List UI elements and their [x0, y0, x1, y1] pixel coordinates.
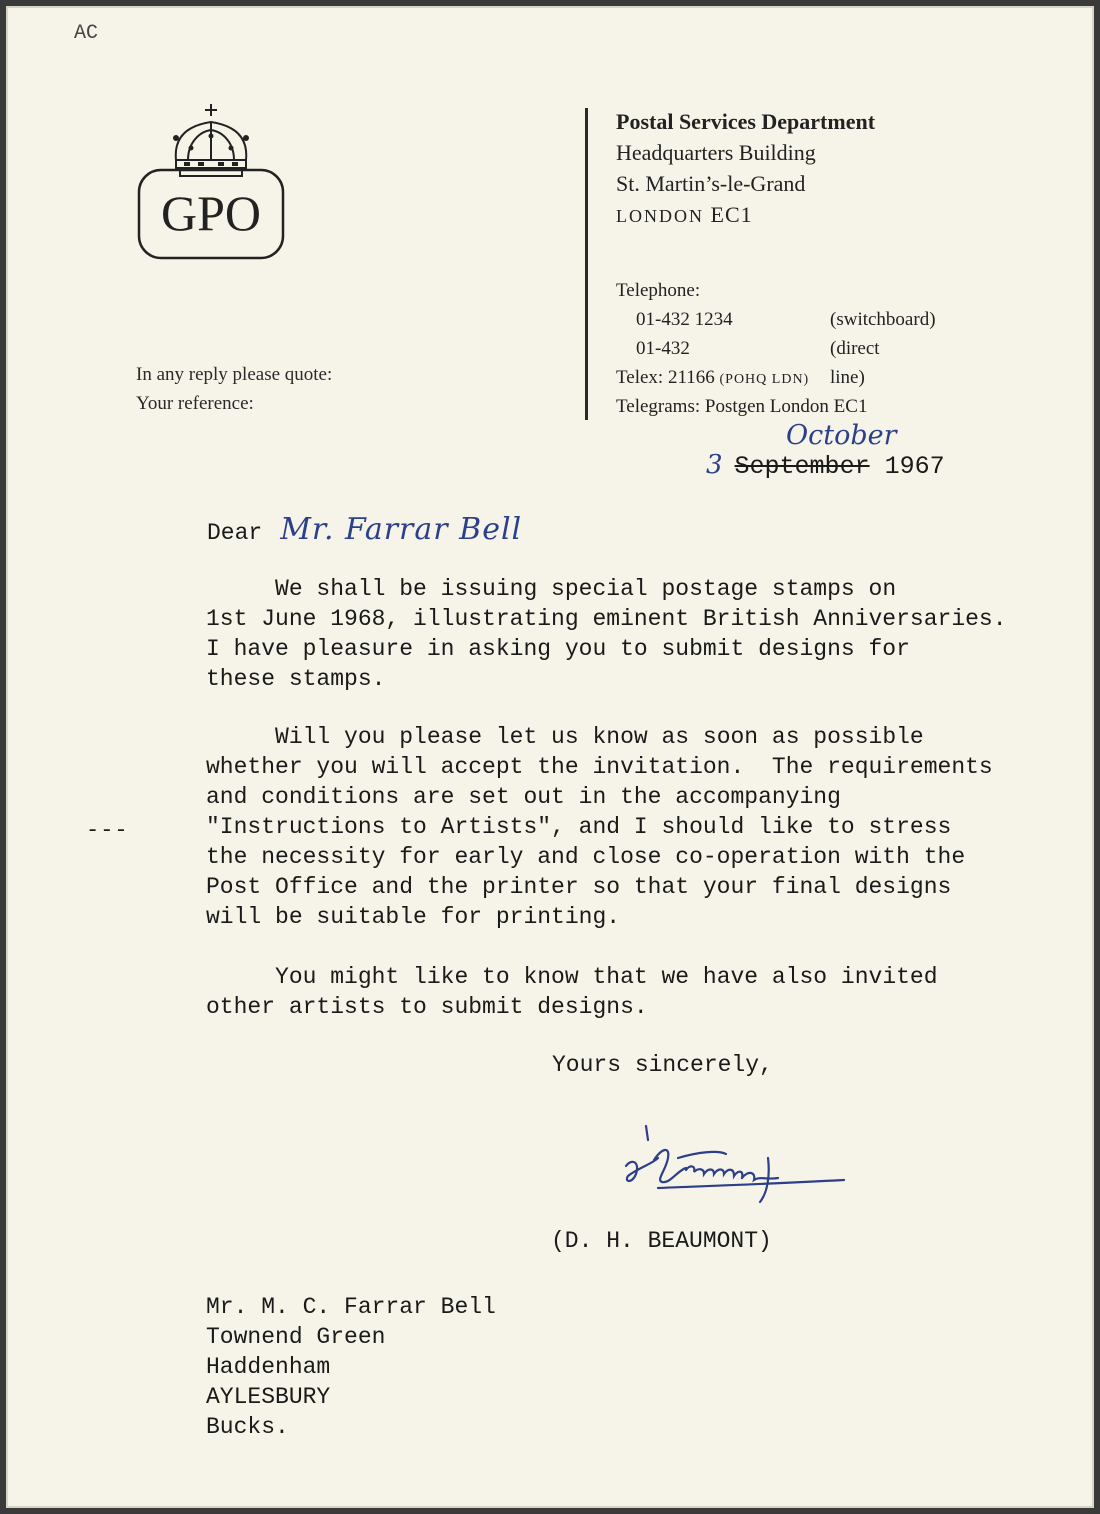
body-paragraph: We shall be issuing special postage stamps on 1st June 1968, illustrating eminent British Anniversaries. I have pleasure in asking you to submit designs for these stamps.	[206, 576, 1007, 692]
city-line	[616, 199, 875, 232]
salutation	[207, 512, 522, 547]
handwritten-day: 3	[706, 450, 723, 480]
building-name: Headquarters Building	[616, 140, 816, 165]
letter-date	[706, 450, 945, 481]
handwritten-addressee: Mr. Farrar Bell	[280, 512, 523, 547]
recipient-line: Mr. M. C. Farrar Bell	[206, 1294, 496, 1320]
reply-reference-block	[136, 360, 332, 418]
telex-label: Telex: 21166	[616, 367, 715, 388]
telephone-label: Telephone:	[616, 280, 701, 301]
crown-icon	[136, 100, 286, 260]
recipient-line: AYLESBURY	[206, 1384, 331, 1410]
signer-name: (D. H. BEAUMONT)	[551, 1228, 772, 1254]
street-name: St. Martin’s-le-Grand	[616, 171, 806, 196]
telex-line	[616, 363, 867, 392]
signature-mark	[618, 1118, 848, 1208]
signature	[618, 1118, 848, 1208]
recipient-address	[206, 1292, 496, 1442]
gpo-logo-text: GPO	[160, 185, 262, 241]
postcode: EC1	[710, 202, 753, 227]
date-year: 1967	[884, 452, 945, 481]
your-reference-label: Your reference:	[136, 393, 254, 414]
phone-note: (direct line)	[830, 338, 880, 388]
margin-mark: ---	[86, 818, 129, 843]
recipient-line: Bucks.	[206, 1414, 289, 1440]
corner-mark: AC	[74, 22, 99, 45]
handwritten-month: October	[786, 420, 897, 451]
telex-code: (POHQ LDN)	[719, 372, 810, 387]
city-name: LONDON	[616, 206, 704, 226]
telegrams-line: Telegrams: Postgen London EC1	[616, 396, 868, 417]
closing: Yours sincerely,	[552, 1052, 773, 1078]
gpo-crest	[136, 100, 286, 260]
phone-row	[616, 305, 936, 334]
body-paragraph: Will you please let us know as soon as possible whether you will accept the invitation. The requirements and conditions are set out in the accompanying "Instructions to Artists", and I should like to stress the necessity for early and close co-operation with the Post Office and the printer so that your final designs will be suitable for printing.	[206, 724, 993, 930]
department-name: Postal Services Department	[616, 109, 876, 134]
salutation-dear: Dear	[207, 520, 263, 546]
letter-body	[206, 574, 1086, 1052]
body-paragraph: You might like to know that we have also invited other artists to submit designs.	[206, 964, 938, 1020]
phone-note: (switchboard)	[830, 309, 936, 330]
reply-quote-label: In any reply please quote:	[136, 364, 333, 385]
letterhead-divider	[585, 108, 588, 420]
recipient-line: Haddenham	[206, 1354, 331, 1380]
phone-number: 01-432	[636, 338, 690, 359]
phone-number: 01-432 1234	[636, 309, 733, 330]
letterhead-address	[616, 106, 875, 232]
contact-block	[616, 276, 936, 421]
struck-month: September	[734, 452, 870, 481]
recipient-line: Townend Green	[206, 1324, 386, 1350]
